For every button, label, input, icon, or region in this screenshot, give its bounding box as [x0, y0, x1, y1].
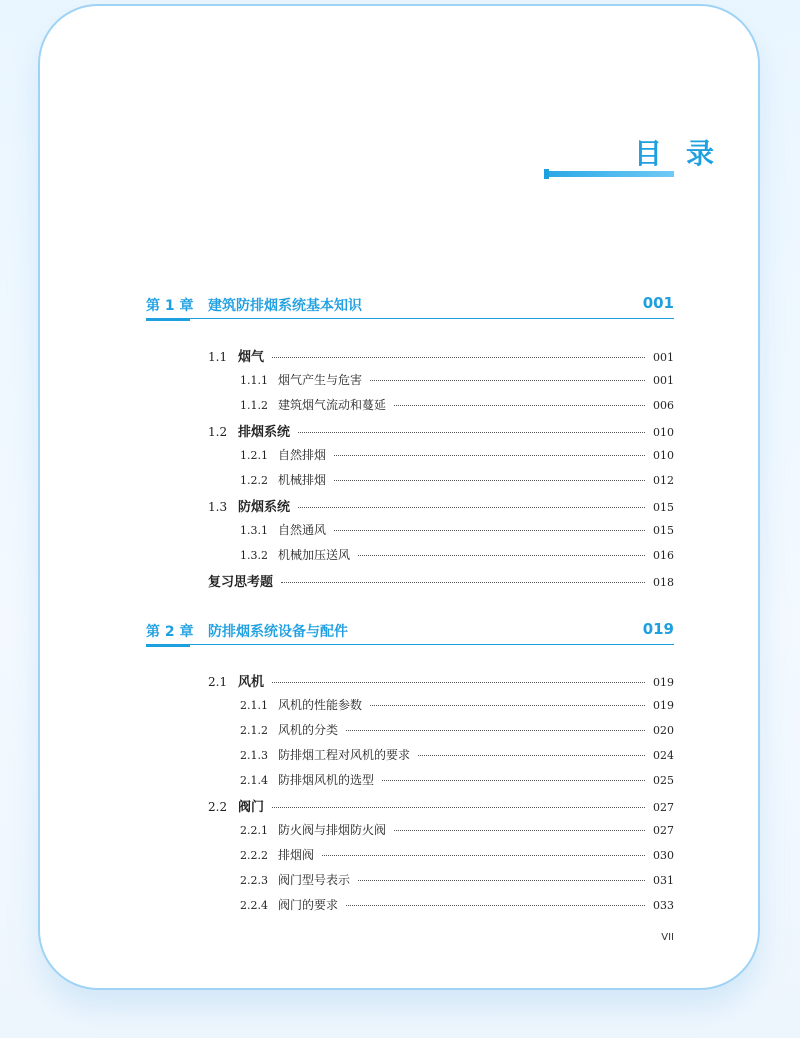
entry-number: 2.1.3 [240, 749, 268, 762]
chapter-title: 建筑防排烟系统基本知识 [208, 298, 362, 314]
entry-number: 2.2.3 [240, 874, 268, 887]
entry-title: 阀门 [238, 800, 265, 815]
chapter-accent-bar [146, 644, 190, 647]
entry-number: 2.1.2 [240, 724, 268, 737]
leader-dots [394, 404, 645, 406]
entry-title: 烟气 [238, 350, 265, 365]
entry-page: 015 [653, 524, 674, 537]
entry-page: 027 [653, 824, 674, 837]
entry-number: 2.1.4 [240, 774, 268, 787]
entry-page: 030 [653, 849, 674, 862]
entry-title: 排烟系统 [238, 425, 291, 440]
entry-page: 010 [653, 426, 674, 439]
toc-entry[interactable] [240, 896, 674, 914]
leader-dots [370, 379, 645, 381]
entry-title: 自然排烟 [278, 448, 327, 462]
entry-title: 排烟阀 [278, 848, 315, 862]
entry-title: 机械加压送风 [278, 548, 351, 562]
toc-entry[interactable] [208, 496, 674, 514]
toc-entry[interactable] [240, 721, 674, 739]
entry-page: 027 [653, 801, 674, 814]
chapter-1-header[interactable] [146, 294, 674, 319]
leader-dots [322, 854, 645, 856]
entry-title: 烟气产生与危害 [278, 373, 363, 387]
toc-entry[interactable] [240, 546, 674, 564]
chapter-2-header[interactable] [146, 620, 674, 645]
entry-number: 1.3.2 [240, 549, 268, 562]
entry-page: 031 [653, 874, 674, 887]
toc-entry[interactable] [240, 446, 674, 464]
entry-number: 1.1 [208, 350, 228, 364]
entry-number: 1.3 [208, 500, 228, 514]
entry-page: 010 [653, 449, 674, 462]
toc-title: 目录 [633, 137, 738, 170]
entry-title: 自然通风 [278, 523, 327, 537]
leader-dots [298, 506, 645, 508]
chapter-number: 第 1 章 [146, 298, 194, 314]
entry-title: 复习思考题 [208, 575, 274, 590]
entry-number: 2.2 [208, 800, 228, 814]
chapter-title: 防排烟系统设备与配件 [208, 624, 348, 640]
entry-title: 防火阀与排烟防火阀 [278, 823, 387, 837]
entry-number: 1.2.1 [240, 449, 268, 462]
entry-page: 015 [653, 501, 674, 514]
entry-page: 024 [653, 749, 674, 762]
toc-entry[interactable] [208, 421, 674, 439]
leader-dots [370, 704, 645, 706]
entry-number: 1.2.2 [240, 474, 268, 487]
entry-number: 1.1.1 [240, 374, 268, 387]
entry-number: 1.1.2 [240, 399, 268, 412]
toc-entry[interactable] [240, 396, 674, 414]
entry-page: 016 [653, 549, 674, 562]
leader-dots [272, 806, 645, 808]
chapter-page: 019 [642, 620, 674, 638]
entry-number: 1.3.1 [240, 524, 268, 537]
toc-entry[interactable] [208, 796, 674, 814]
toc-entry[interactable] [208, 346, 674, 364]
leader-dots [298, 431, 645, 433]
entry-title: 风机 [238, 675, 265, 690]
leader-dots [334, 454, 645, 456]
chapter-number: 第 2 章 [146, 624, 194, 640]
entry-title: 风机的性能参数 [278, 698, 363, 712]
toc-entry[interactable] [240, 846, 674, 864]
chapter-page: 001 [642, 294, 674, 312]
leader-dots [358, 554, 645, 556]
leader-dots [281, 581, 645, 583]
toc-entry[interactable] [240, 771, 674, 789]
entry-number: 2.2.2 [240, 849, 268, 862]
entry-number: 1.2 [208, 425, 228, 439]
toc-entry[interactable] [208, 671, 674, 689]
entry-number: 2.2.4 [240, 899, 268, 912]
page-folio: VII [661, 932, 674, 943]
toc-entry[interactable] [240, 696, 674, 714]
entry-page: 019 [653, 676, 674, 689]
toc-entry[interactable] [240, 521, 674, 539]
entry-number: 2.2.1 [240, 824, 268, 837]
entry-number: 2.1 [208, 675, 228, 689]
toc-entry[interactable] [240, 471, 674, 489]
leader-dots [358, 879, 645, 881]
entry-page: 006 [653, 399, 674, 412]
leader-dots [346, 729, 645, 731]
entry-title: 阀门型号表示 [278, 873, 351, 887]
entry-title: 防烟系统 [238, 500, 291, 515]
leader-dots [334, 479, 645, 481]
title-underline [544, 171, 674, 177]
entry-page: 019 [653, 699, 674, 712]
entry-page: 001 [653, 374, 674, 387]
leader-dots [272, 681, 645, 683]
entry-page: 018 [653, 576, 674, 589]
entry-title: 建筑烟气流动和蔓延 [278, 398, 387, 412]
toc-entry[interactable] [208, 571, 674, 589]
entry-page: 012 [653, 474, 674, 487]
leader-dots [334, 529, 645, 531]
toc-entry[interactable] [240, 371, 674, 389]
leader-dots [346, 904, 645, 906]
entry-title: 风机的分类 [278, 723, 339, 737]
leader-dots [382, 779, 645, 781]
entry-page: 025 [653, 774, 674, 787]
entry-number: 2.1.1 [240, 699, 268, 712]
entry-page: 020 [653, 724, 674, 737]
entry-title: 防排烟工程对风机的要求 [278, 748, 411, 762]
toc-entry[interactable] [240, 746, 674, 764]
entry-page: 001 [653, 351, 674, 364]
entry-page: 033 [653, 899, 674, 912]
toc-entry[interactable] [240, 871, 674, 889]
chapter-accent-bar [146, 318, 190, 321]
entry-title: 机械排烟 [278, 473, 327, 487]
entry-title: 防排烟风机的选型 [278, 773, 375, 787]
entry-title: 阀门的要求 [278, 898, 339, 912]
leader-dots [418, 754, 645, 756]
toc-entry[interactable] [240, 821, 674, 839]
leader-dots [394, 829, 645, 831]
leader-dots [272, 356, 645, 358]
